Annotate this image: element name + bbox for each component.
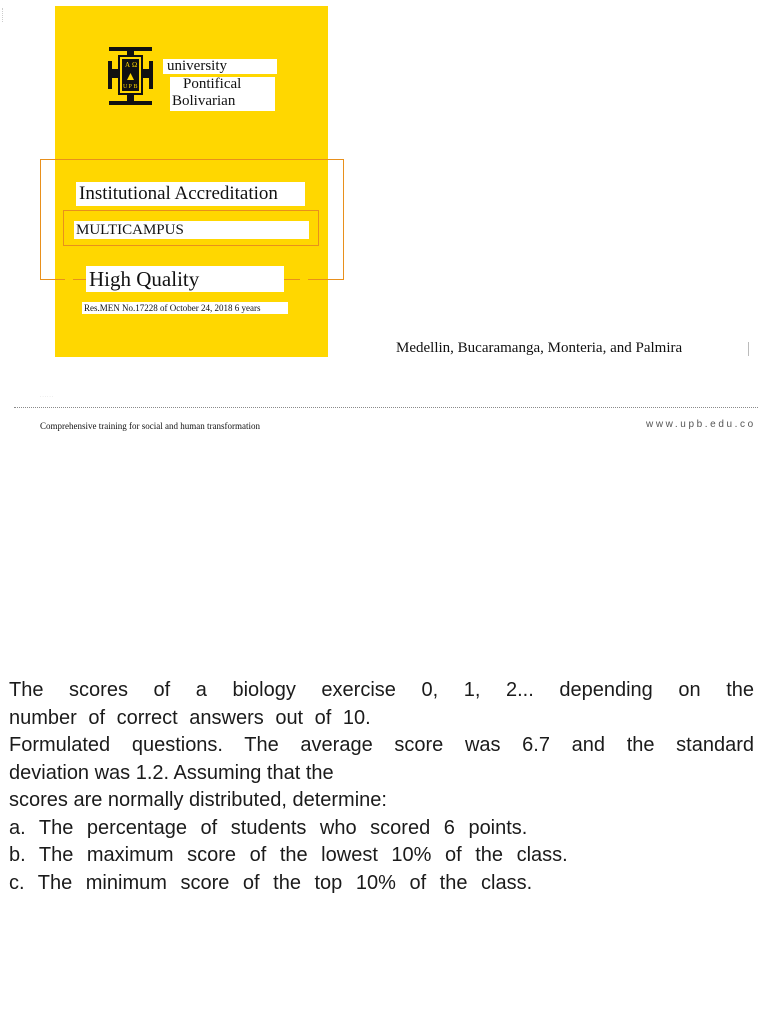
margin-marks: [2, 8, 5, 22]
university-logo: [108, 47, 153, 105]
university-name-line2: Pontifical: [170, 77, 275, 94]
cities-cursor-mark: [748, 342, 749, 356]
accreditation-title: Institutional Accreditation: [76, 182, 305, 206]
tiny-caption: · · · · · ·: [40, 394, 53, 399]
problem-line: scores are normally distributed, determine:: [9, 789, 387, 811]
problem-line: number of correct answers out of 10.: [9, 706, 371, 729]
logo-letter-b: B: [133, 84, 138, 90]
logo-letter-u: U: [123, 84, 128, 90]
resolution-label: Res.MEN No.17228 of October 24, 2018 6 years: [82, 302, 288, 314]
header-divider: [14, 407, 758, 408]
problem-item-b: b. The maximum score of the lowest 10% of the class.: [9, 844, 568, 866]
website-link[interactable]: www.upb.edu.co: [646, 419, 756, 430]
logo-letter-omega: Ω: [132, 61, 138, 69]
logo-letter-a: A: [125, 61, 131, 69]
problem-line: The scores of a biology exercise 0, 1, 2... depending on the: [9, 679, 754, 701]
university-name-line3: Bolivarian: [170, 94, 275, 111]
problem-item-c: c. The minimum score of the top 10% of the class.: [9, 871, 533, 894]
problem-line: deviation was 1.2. Assuming that the: [9, 761, 334, 784]
multicampus-label: MULTICAMPUS: [74, 221, 309, 239]
tagline: Comprehensive training for social and human transformation: [40, 421, 260, 431]
problem-statement: [9, 677, 754, 897]
problem-item-a: a. The percentage of students who scored 6 points.: [9, 816, 528, 839]
high-quality-label: High Quality: [86, 266, 284, 292]
problem-line: Formulated questions. The average score was 6.7 and the standard: [9, 734, 754, 756]
logo-letter-p: P: [128, 84, 132, 90]
university-name-line1: university: [163, 59, 277, 74]
campus-cities: Medellin, Bucaramanga, Monteria, and Palmira: [396, 340, 683, 356]
